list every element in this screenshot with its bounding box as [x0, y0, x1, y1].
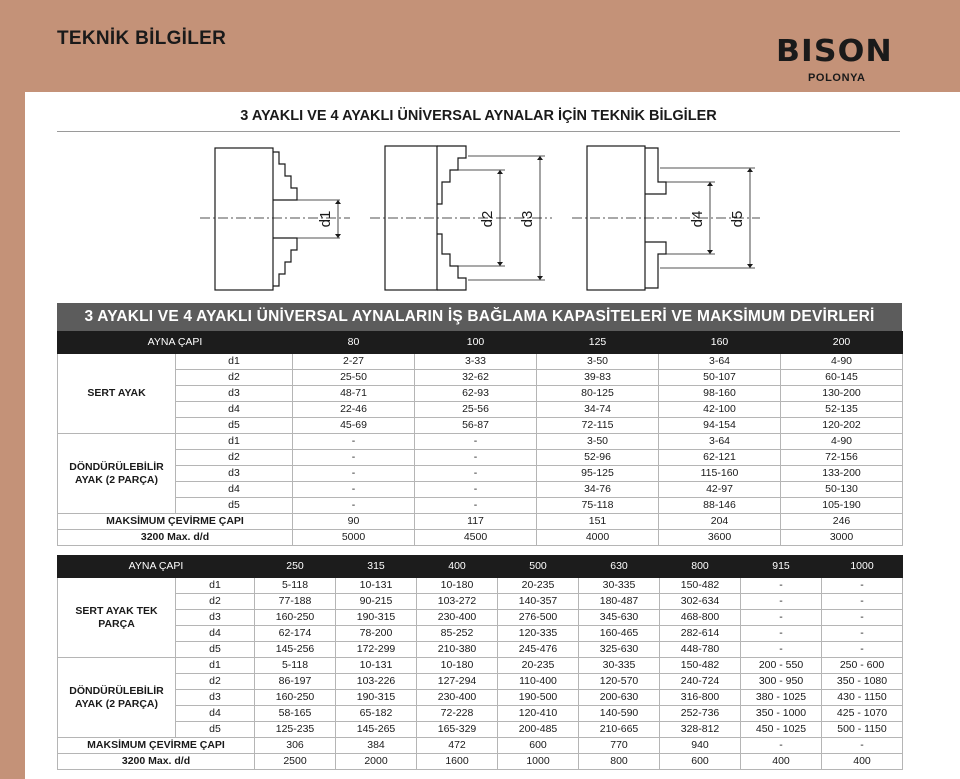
dimension-label: d1	[176, 354, 293, 370]
table-row	[58, 690, 903, 706]
column-header: 160	[659, 332, 781, 354]
table-cell: 345-630	[579, 610, 660, 626]
table-row	[58, 386, 903, 402]
table-cell: 75-118	[537, 498, 659, 514]
table-cell: 230-400	[417, 690, 498, 706]
table-cell: 2500	[255, 754, 336, 770]
table-cell: 30-335	[579, 658, 660, 674]
table-cell: 380 - 1025	[741, 690, 822, 706]
table-cell: 10-180	[417, 578, 498, 594]
table-cell: 190-500	[498, 690, 579, 706]
table-cell: 160-250	[255, 610, 336, 626]
table-cell: 105-190	[781, 498, 903, 514]
table-cell: 58-165	[255, 706, 336, 722]
table-cell: 10-131	[336, 658, 417, 674]
table-cell: 50-107	[659, 370, 781, 386]
table-row	[58, 674, 903, 690]
table-row	[58, 610, 903, 626]
table-cell: 325-630	[579, 642, 660, 658]
table-cell: 34-74	[537, 402, 659, 418]
table-cell: 20-235	[498, 578, 579, 594]
table-cell: 4000	[537, 530, 659, 546]
table-cell: -	[741, 594, 822, 610]
group-label: DÖNDÜRÜLEBİLİR AYAK (2 PARÇA)	[58, 434, 176, 514]
table-cell: 145-265	[336, 722, 417, 738]
summary-row	[58, 754, 903, 770]
dimension-label: d3	[176, 690, 255, 706]
table-cell: 10-131	[336, 578, 417, 594]
summary-row	[58, 530, 903, 546]
table-cell: 302-634	[660, 594, 741, 610]
table-cell: 20-235	[498, 658, 579, 674]
table-cell: 32-62	[415, 370, 537, 386]
table-cell: 316-800	[660, 690, 741, 706]
dimension-label: d5	[176, 498, 293, 514]
capacity-table-small	[57, 331, 903, 546]
table-cell: 140-590	[579, 706, 660, 722]
table-cell: 115-160	[659, 466, 781, 482]
table-cell: 25-56	[415, 402, 537, 418]
table-cell: 78-200	[336, 626, 417, 642]
dimension-label: d3	[176, 386, 293, 402]
table-cell: -	[415, 482, 537, 498]
table-cell: 384	[336, 738, 417, 754]
table-cell: 1600	[417, 754, 498, 770]
table-row	[58, 594, 903, 610]
column-header: 100	[415, 332, 537, 354]
table-cell: 3-50	[537, 434, 659, 450]
table-cell: 45-69	[293, 418, 415, 434]
table-cell: 103-272	[417, 594, 498, 610]
table-row	[58, 418, 903, 434]
table-cell: -	[415, 450, 537, 466]
table-cell: 80-125	[537, 386, 659, 402]
table-cell: -	[293, 498, 415, 514]
summary-label: MAKSİMUM ÇEVİRME ÇAPI	[58, 738, 255, 754]
column-header: 915	[741, 556, 822, 578]
dimension-label: d4	[176, 402, 293, 418]
table-cell: 4-90	[781, 354, 903, 370]
table-cell: 2000	[336, 754, 417, 770]
table-cell: 10-180	[417, 658, 498, 674]
summary-label: MAKSİMUM ÇEVİRME ÇAPI	[58, 514, 293, 530]
section-divider	[57, 131, 900, 132]
table-cell: -	[822, 594, 903, 610]
table-cell: 770	[579, 738, 660, 754]
table-cell: 276-500	[498, 610, 579, 626]
table-row	[58, 370, 903, 386]
table-cell: 145-256	[255, 642, 336, 658]
table-cell: 151	[537, 514, 659, 530]
table-cell: 600	[498, 738, 579, 754]
table-cell: 30-335	[579, 578, 660, 594]
table-cell: 350 - 1000	[741, 706, 822, 722]
dim-label-d1: d1	[317, 210, 334, 228]
table-cell: 130-200	[781, 386, 903, 402]
table-cell: 62-93	[415, 386, 537, 402]
table-cell: -	[822, 642, 903, 658]
table-cell: -	[822, 578, 903, 594]
bison-logo	[776, 34, 906, 84]
dimension-label: d2	[176, 450, 293, 466]
column-header: 1000	[822, 556, 903, 578]
table-cell: 180-487	[579, 594, 660, 610]
table-cell: 3-64	[659, 354, 781, 370]
table-cell: 400	[741, 754, 822, 770]
column-header: 250	[255, 556, 336, 578]
group-label: SERT AYAK	[58, 354, 176, 434]
table-cell: 52-96	[537, 450, 659, 466]
table-cell: 56-87	[415, 418, 537, 434]
table-cell: 210-380	[417, 642, 498, 658]
table-cell: -	[822, 610, 903, 626]
table-cell: 86-197	[255, 674, 336, 690]
table-cell: -	[741, 642, 822, 658]
summary-row	[58, 514, 903, 530]
table-row	[58, 450, 903, 466]
table-cell: 425 - 1070	[822, 706, 903, 722]
table-cell: 430 - 1150	[822, 690, 903, 706]
table-cell: 72-115	[537, 418, 659, 434]
table-cell: 120-202	[781, 418, 903, 434]
chuck-dimension-diagram	[190, 138, 780, 298]
table-cell: -	[741, 610, 822, 626]
logo-sub: POLONYA	[808, 72, 866, 84]
table-cell: 250 - 600	[822, 658, 903, 674]
table-cell: 600	[660, 754, 741, 770]
table-cell: 306	[255, 738, 336, 754]
column-header: 80	[293, 332, 415, 354]
table-cell: -	[741, 738, 822, 754]
table-row	[58, 482, 903, 498]
table-cell: 190-315	[336, 690, 417, 706]
table-row	[58, 402, 903, 418]
dimension-label: d2	[176, 674, 255, 690]
summary-label: 3200 Max. d/d	[58, 754, 255, 770]
dim-label-d3: d3	[519, 210, 536, 228]
table-cell: 65-182	[336, 706, 417, 722]
table-cell: 200 - 550	[741, 658, 822, 674]
table-cell: 450 - 1025	[741, 722, 822, 738]
dim-label-d2: d2	[479, 210, 496, 228]
summary-label: 3200 Max. d/d	[58, 530, 293, 546]
table-cell: -	[293, 482, 415, 498]
table-cell: -	[415, 434, 537, 450]
table-cell: 472	[417, 738, 498, 754]
table-cell: 5000	[293, 530, 415, 546]
table-cell: 42-97	[659, 482, 781, 498]
header-ayna-capi: AYNA ÇAPI	[58, 332, 293, 354]
table-cell: 448-780	[660, 642, 741, 658]
group-label: SERT AYAK TEK PARÇA	[58, 578, 176, 658]
table-cell: 120-410	[498, 706, 579, 722]
table-cell: 34-76	[537, 482, 659, 498]
table-cell: 62-174	[255, 626, 336, 642]
table-cell: 246	[781, 514, 903, 530]
table-cell: -	[415, 466, 537, 482]
table-cell: 120-335	[498, 626, 579, 642]
table-cell: 117	[415, 514, 537, 530]
dimension-label: d1	[176, 658, 255, 674]
table-cell: 150-482	[660, 578, 741, 594]
capacity-banner: 3 AYAKLI VE 4 AYAKLI ÜNİVERSAL AYNALARIN İŞ BAĞLAMA KAPASİTELERİ VE MAKSİMUM DEVİRLERİ	[57, 303, 902, 331]
table-row	[58, 354, 903, 370]
dimension-label: d5	[176, 418, 293, 434]
column-header: 400	[417, 556, 498, 578]
table-cell: 300 - 950	[741, 674, 822, 690]
table-cell: 3000	[781, 530, 903, 546]
dimension-label: d3	[176, 466, 293, 482]
table-cell: 72-228	[417, 706, 498, 722]
table-cell: 204	[659, 514, 781, 530]
table-cell: 210-665	[579, 722, 660, 738]
table-cell: 468-800	[660, 610, 741, 626]
table-cell: 125-235	[255, 722, 336, 738]
table-cell: -	[741, 626, 822, 642]
table-cell: 52-135	[781, 402, 903, 418]
table-cell: 4-90	[781, 434, 903, 450]
table-cell: 1000	[498, 754, 579, 770]
table-cell: 48-71	[293, 386, 415, 402]
table-cell: -	[293, 434, 415, 450]
table-cell: 25-50	[293, 370, 415, 386]
dimension-label: d2	[176, 370, 293, 386]
table-cell: 42-100	[659, 402, 781, 418]
table-cell: 120-570	[579, 674, 660, 690]
table-cell: 200-485	[498, 722, 579, 738]
column-header: 800	[660, 556, 741, 578]
table-cell: 172-299	[336, 642, 417, 658]
table-cell: 940	[660, 738, 741, 754]
dimension-label: d3	[176, 610, 255, 626]
table-cell: 39-83	[537, 370, 659, 386]
table-row	[58, 626, 903, 642]
dim-label-d4: d4	[689, 210, 706, 228]
table-cell: -	[415, 498, 537, 514]
table-cell: 282-614	[660, 626, 741, 642]
table-cell: 5-118	[255, 658, 336, 674]
table-cell: 240-724	[660, 674, 741, 690]
dimension-label: d4	[176, 706, 255, 722]
table-cell: -	[741, 578, 822, 594]
column-header: 200	[781, 332, 903, 354]
page-header-title: TEKNİK BİLGİLER	[57, 28, 227, 49]
table-cell: 3600	[659, 530, 781, 546]
table-cell: 140-357	[498, 594, 579, 610]
table-row	[58, 658, 903, 674]
table-cell: 2-27	[293, 354, 415, 370]
dimension-label: d5	[176, 642, 255, 658]
table-cell: -	[293, 466, 415, 482]
table-cell: 245-476	[498, 642, 579, 658]
table-cell: 77-188	[255, 594, 336, 610]
section-title: 3 AYAKLI VE 4 AYAKLI ÜNİVERSAL AYNALAR İÇİN TEKNİK BİLGİLER	[240, 108, 717, 124]
table-cell: 350 - 1080	[822, 674, 903, 690]
table-cell: 160-465	[579, 626, 660, 642]
table-cell: 150-482	[660, 658, 741, 674]
table-row	[58, 642, 903, 658]
table-cell: 160-250	[255, 690, 336, 706]
table-cell: 400	[822, 754, 903, 770]
table-cell: 165-329	[417, 722, 498, 738]
table-cell: -	[822, 738, 903, 754]
table-cell: 90	[293, 514, 415, 530]
table-cell: 50-130	[781, 482, 903, 498]
column-header: 630	[579, 556, 660, 578]
table-cell: 62-121	[659, 450, 781, 466]
column-header: 125	[537, 332, 659, 354]
column-header: 315	[336, 556, 417, 578]
table-row	[58, 434, 903, 450]
table-cell: 4500	[415, 530, 537, 546]
header-ayna-capi: AYNA ÇAPI	[58, 556, 255, 578]
group-label: DÖNDÜRÜLEBİLİR AYAK (2 PARÇA)	[58, 658, 176, 738]
table-cell: 60-145	[781, 370, 903, 386]
table-cell: 800	[579, 754, 660, 770]
dim-label-d5: d5	[729, 210, 746, 228]
dimension-label: d1	[176, 434, 293, 450]
dimension-label: d4	[176, 482, 293, 498]
table-cell: 94-154	[659, 418, 781, 434]
table-cell: -	[293, 450, 415, 466]
logo-brand: BISON	[776, 34, 893, 69]
table-row	[58, 498, 903, 514]
table-cell: 127-294	[417, 674, 498, 690]
table-row	[58, 466, 903, 482]
dimension-label: d4	[176, 626, 255, 642]
table-cell: 200-630	[579, 690, 660, 706]
table-cell: 85-252	[417, 626, 498, 642]
table-cell: 88-146	[659, 498, 781, 514]
summary-row	[58, 738, 903, 754]
table-cell: 3-50	[537, 354, 659, 370]
dimension-label: d5	[176, 722, 255, 738]
table-cell: 252-736	[660, 706, 741, 722]
table-row	[58, 578, 903, 594]
table-cell: 133-200	[781, 466, 903, 482]
capacity-table-large	[57, 555, 903, 770]
table-cell: 22-46	[293, 402, 415, 418]
table-cell: 110-400	[498, 674, 579, 690]
table-cell: 98-160	[659, 386, 781, 402]
column-header: 500	[498, 556, 579, 578]
table-cell: 230-400	[417, 610, 498, 626]
table-cell: 328-812	[660, 722, 741, 738]
dimension-label: d1	[176, 578, 255, 594]
table-cell: 190-315	[336, 610, 417, 626]
table-row	[58, 706, 903, 722]
table-cell: 95-125	[537, 466, 659, 482]
table-cell: 103-226	[336, 674, 417, 690]
table-cell: -	[822, 626, 903, 642]
table-cell: 90-215	[336, 594, 417, 610]
table-cell: 3-64	[659, 434, 781, 450]
dimension-label: d2	[176, 594, 255, 610]
table-row	[58, 722, 903, 738]
table-cell: 5-118	[255, 578, 336, 594]
table-cell: 3-33	[415, 354, 537, 370]
table-cell: 500 - 1150	[822, 722, 903, 738]
table-cell: 72-156	[781, 450, 903, 466]
